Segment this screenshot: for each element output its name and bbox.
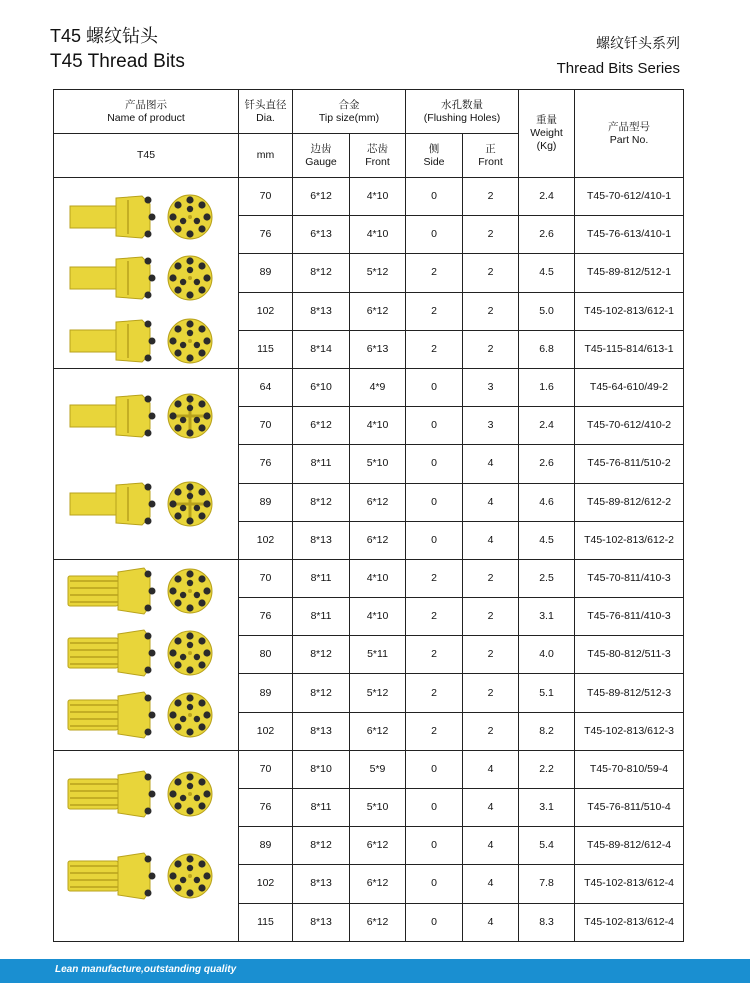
header-weight-unit: (Kg) <box>536 140 557 152</box>
header-front-cn: 芯齿 <box>367 142 388 155</box>
part-no-cell: T45-76-811/410-3 <box>575 598 684 636</box>
gauge-cell: 6*10 <box>293 368 350 406</box>
hole-front-cell: 2 <box>463 674 519 712</box>
weight-cell: 4.5 <box>519 521 575 559</box>
header-product-cn: 产品图示 <box>125 98 167 111</box>
weight-cell: 2.6 <box>519 216 575 254</box>
part-no-cell: T45-89-812/512-3 <box>575 674 684 712</box>
hole-front-cell: 4 <box>463 903 519 941</box>
header-dia-unit: mm <box>239 134 293 178</box>
hole-front-cell: 3 <box>463 407 519 445</box>
dia-cell: 102 <box>239 521 293 559</box>
weight-cell: 4.5 <box>519 254 575 292</box>
side-cell: 0 <box>406 521 463 559</box>
hole-front-cell: 2 <box>463 216 519 254</box>
part-no-cell: T45-102-813/612-3 <box>575 712 684 750</box>
gauge-cell: 8*13 <box>293 521 350 559</box>
part-no-cell: T45-76-613/410-1 <box>575 216 684 254</box>
front-cell: 5*9 <box>350 750 406 788</box>
footer-tagline: Lean manufacture,outstanding quality <box>55 964 237 975</box>
weight-cell: 5.0 <box>519 292 575 330</box>
header-hole-front-cn: 正 <box>485 142 496 155</box>
dia-cell: 76 <box>239 216 293 254</box>
header-model: T45 <box>54 134 239 178</box>
side-cell: 0 <box>406 368 463 406</box>
header-dia-en: Dia. <box>256 111 275 124</box>
weight-cell: 3.1 <box>519 789 575 827</box>
gauge-cell: 8*12 <box>293 483 350 521</box>
dia-cell: 64 <box>239 368 293 406</box>
thread-bit-image <box>66 391 216 443</box>
gauge-cell: 8*13 <box>293 712 350 750</box>
header-weight-en: Weight <box>530 127 563 139</box>
hole-front-cell: 4 <box>463 827 519 865</box>
header-part-en: Part No. <box>609 133 649 146</box>
gauge-cell: 8*11 <box>293 789 350 827</box>
front-cell: 5*10 <box>350 445 406 483</box>
table-row <box>54 368 684 406</box>
gauge-cell: 8*11 <box>293 445 350 483</box>
weight-cell: 5.1 <box>519 674 575 712</box>
front-cell: 6*12 <box>350 521 406 559</box>
thread-bit-image <box>66 628 216 680</box>
thread-bit-image <box>66 316 216 368</box>
header-holes-cn: 水孔数量 <box>441 98 483 111</box>
header-gauge-cn: 边齿 <box>310 142 332 155</box>
side-cell: 2 <box>406 292 463 330</box>
front-cell: 5*11 <box>350 636 406 674</box>
series-title-block <box>557 34 680 78</box>
hole-front-cell: 4 <box>463 750 519 788</box>
side-cell: 0 <box>406 789 463 827</box>
side-cell: 0 <box>406 407 463 445</box>
series-title-en: Thread Bits Series <box>556 60 680 77</box>
header-part-cn: 产品型号 <box>608 120 651 133</box>
dia-cell: 115 <box>239 903 293 941</box>
hole-front-cell: 2 <box>463 330 519 368</box>
hole-front-cell: 4 <box>463 483 519 521</box>
gauge-cell: 8*12 <box>293 254 350 292</box>
weight-cell: 7.8 <box>519 865 575 903</box>
weight-cell: 4.6 <box>519 483 575 521</box>
dia-cell: 80 <box>239 636 293 674</box>
gauge-cell: 6*12 <box>293 407 350 445</box>
header-part <box>575 90 684 178</box>
dia-cell: 76 <box>239 789 293 827</box>
header-front <box>350 134 406 178</box>
part-no-cell: T45-89-812/612-4 <box>575 827 684 865</box>
part-no-cell: T45-76-811/510-2 <box>575 445 684 483</box>
front-cell: 4*10 <box>350 216 406 254</box>
side-cell: 0 <box>406 827 463 865</box>
part-no-cell: T45-70-810/59-4 <box>575 750 684 788</box>
header-tip-cn: 合金 <box>338 98 360 111</box>
gauge-cell: 8*14 <box>293 330 350 368</box>
weight-cell: 2.4 <box>519 178 575 216</box>
header-front-en: Front <box>365 155 390 168</box>
weight-cell: 8.3 <box>519 903 575 941</box>
header-weight-cn: 重量 <box>536 114 558 126</box>
dia-cell: 70 <box>239 178 293 216</box>
dia-cell: 89 <box>239 483 293 521</box>
page-title-block <box>50 25 185 74</box>
side-cell: 0 <box>406 903 463 941</box>
front-cell: 6*12 <box>350 903 406 941</box>
gauge-cell: 8*12 <box>293 674 350 712</box>
dia-cell: 102 <box>239 292 293 330</box>
hole-front-cell: 2 <box>463 254 519 292</box>
front-cell: 4*10 <box>350 559 406 597</box>
front-cell: 4*10 <box>350 598 406 636</box>
header-hole-front <box>463 134 519 178</box>
series-title-cn: 螺纹钎头系列 <box>596 35 680 51</box>
front-cell: 6*12 <box>350 483 406 521</box>
dia-cell: 102 <box>239 865 293 903</box>
side-cell: 0 <box>406 178 463 216</box>
part-no-cell: T45-64-610/49-2 <box>575 368 684 406</box>
header-side <box>406 134 463 178</box>
weight-cell: 2.2 <box>519 750 575 788</box>
header-holes <box>406 90 519 134</box>
hole-front-cell: 2 <box>463 712 519 750</box>
side-cell: 2 <box>406 598 463 636</box>
side-cell: 2 <box>406 712 463 750</box>
header-product <box>54 90 239 134</box>
thread-bit-image <box>66 769 216 821</box>
part-no-cell: T45-80-812/511-3 <box>575 636 684 674</box>
front-cell: 5*10 <box>350 789 406 827</box>
dia-cell: 89 <box>239 827 293 865</box>
side-cell: 2 <box>406 674 463 712</box>
side-cell: 0 <box>406 445 463 483</box>
thread-bit-image <box>66 690 216 742</box>
table-row <box>54 178 684 216</box>
thread-bit-image <box>66 566 216 618</box>
dia-cell: 76 <box>239 445 293 483</box>
front-cell: 6*12 <box>350 292 406 330</box>
gauge-cell: 8*11 <box>293 559 350 597</box>
side-cell: 0 <box>406 750 463 788</box>
header-gauge-en: Gauge <box>305 155 337 168</box>
hole-front-cell: 3 <box>463 368 519 406</box>
weight-cell: 4.0 <box>519 636 575 674</box>
dia-cell: 89 <box>239 254 293 292</box>
header-side-en: Side <box>423 155 445 168</box>
dia-cell: 115 <box>239 330 293 368</box>
front-cell: 4*10 <box>350 407 406 445</box>
weight-cell: 1.6 <box>519 368 575 406</box>
thread-bit-image <box>66 479 216 531</box>
weight-cell: 2.5 <box>519 559 575 597</box>
hole-front-cell: 4 <box>463 789 519 827</box>
hole-front-cell: 4 <box>463 445 519 483</box>
front-cell: 4*10 <box>350 178 406 216</box>
footer-bar <box>0 959 750 983</box>
part-no-cell: T45-76-811/510-4 <box>575 789 684 827</box>
dia-cell: 102 <box>239 712 293 750</box>
front-cell: 6*12 <box>350 865 406 903</box>
weight-cell: 2.4 <box>519 407 575 445</box>
spec-table-body <box>54 178 684 942</box>
part-no-cell: T45-115-814/613-1 <box>575 330 684 368</box>
header-dia <box>239 90 293 134</box>
gauge-cell: 8*13 <box>293 865 350 903</box>
weight-cell: 5.4 <box>519 827 575 865</box>
product-image-cell <box>54 178 239 369</box>
side-cell: 0 <box>406 865 463 903</box>
front-cell: 6*12 <box>350 827 406 865</box>
part-no-cell: T45-89-812/612-2 <box>575 483 684 521</box>
hole-front-cell: 2 <box>463 598 519 636</box>
front-cell: 4*9 <box>350 368 406 406</box>
weight-cell: 6.8 <box>519 330 575 368</box>
side-cell: 2 <box>406 330 463 368</box>
front-cell: 6*12 <box>350 712 406 750</box>
product-image-cell <box>54 368 239 559</box>
dia-cell: 70 <box>239 559 293 597</box>
product-image-cell <box>54 750 239 941</box>
front-cell: 5*12 <box>350 674 406 712</box>
gauge-cell: 6*12 <box>293 178 350 216</box>
gauge-cell: 8*10 <box>293 750 350 788</box>
gauge-cell: 8*13 <box>293 903 350 941</box>
side-cell: 2 <box>406 636 463 674</box>
header-holes-en: (Flushing Holes) <box>423 111 501 124</box>
thread-bit-image <box>66 253 216 305</box>
gauge-cell: 8*11 <box>293 598 350 636</box>
page-title-cn: T45 螺纹钻头 <box>50 26 159 46</box>
table-row <box>54 559 684 597</box>
gauge-cell: 8*12 <box>293 636 350 674</box>
hole-front-cell: 2 <box>463 636 519 674</box>
thread-bit-image <box>66 192 216 244</box>
spec-table <box>53 89 684 942</box>
side-cell: 2 <box>406 559 463 597</box>
header-hole-front-en: Front <box>478 155 503 168</box>
weight-cell: 3.1 <box>519 598 575 636</box>
part-no-cell: T45-70-811/410-3 <box>575 559 684 597</box>
hole-front-cell: 2 <box>463 292 519 330</box>
product-image-cell <box>54 559 239 750</box>
hole-front-cell: 2 <box>463 559 519 597</box>
weight-cell: 8.2 <box>519 712 575 750</box>
header-dia-cn: 钎头直径 <box>244 98 287 111</box>
header-side-cn: 侧 <box>428 142 440 155</box>
dia-cell: 76 <box>239 598 293 636</box>
table-row <box>54 750 684 788</box>
side-cell: 2 <box>406 254 463 292</box>
part-no-cell: T45-102-813/612-1 <box>575 292 684 330</box>
front-cell: 6*13 <box>350 330 406 368</box>
part-no-cell: T45-102-813/612-4 <box>575 865 684 903</box>
gauge-cell: 8*12 <box>293 827 350 865</box>
hole-front-cell: 4 <box>463 521 519 559</box>
part-no-cell: T45-89-812/512-1 <box>575 254 684 292</box>
header-tip-en: Tip size(mm) <box>318 111 380 124</box>
weight-cell: 2.6 <box>519 445 575 483</box>
side-cell: 0 <box>406 216 463 254</box>
side-cell: 0 <box>406 483 463 521</box>
thread-bit-image <box>66 851 216 903</box>
part-no-cell: T45-70-612/410-1 <box>575 178 684 216</box>
part-no-cell: T45-70-612/410-2 <box>575 407 684 445</box>
header-product-en: Name of product <box>107 111 185 124</box>
part-no-cell: T45-102-813/612-2 <box>575 521 684 559</box>
hole-front-cell: 2 <box>463 178 519 216</box>
gauge-cell: 6*13 <box>293 216 350 254</box>
dia-cell: 89 <box>239 674 293 712</box>
hole-front-cell: 4 <box>463 865 519 903</box>
header-gauge <box>293 134 350 178</box>
part-no-cell: T45-102-813/612-4 <box>575 903 684 941</box>
dia-cell: 70 <box>239 407 293 445</box>
front-cell: 5*12 <box>350 254 406 292</box>
page-title-en: T45 Thread Bits <box>50 51 185 72</box>
header-weight <box>519 90 575 178</box>
header-tip <box>293 90 406 134</box>
gauge-cell: 8*13 <box>293 292 350 330</box>
dia-cell: 70 <box>239 750 293 788</box>
